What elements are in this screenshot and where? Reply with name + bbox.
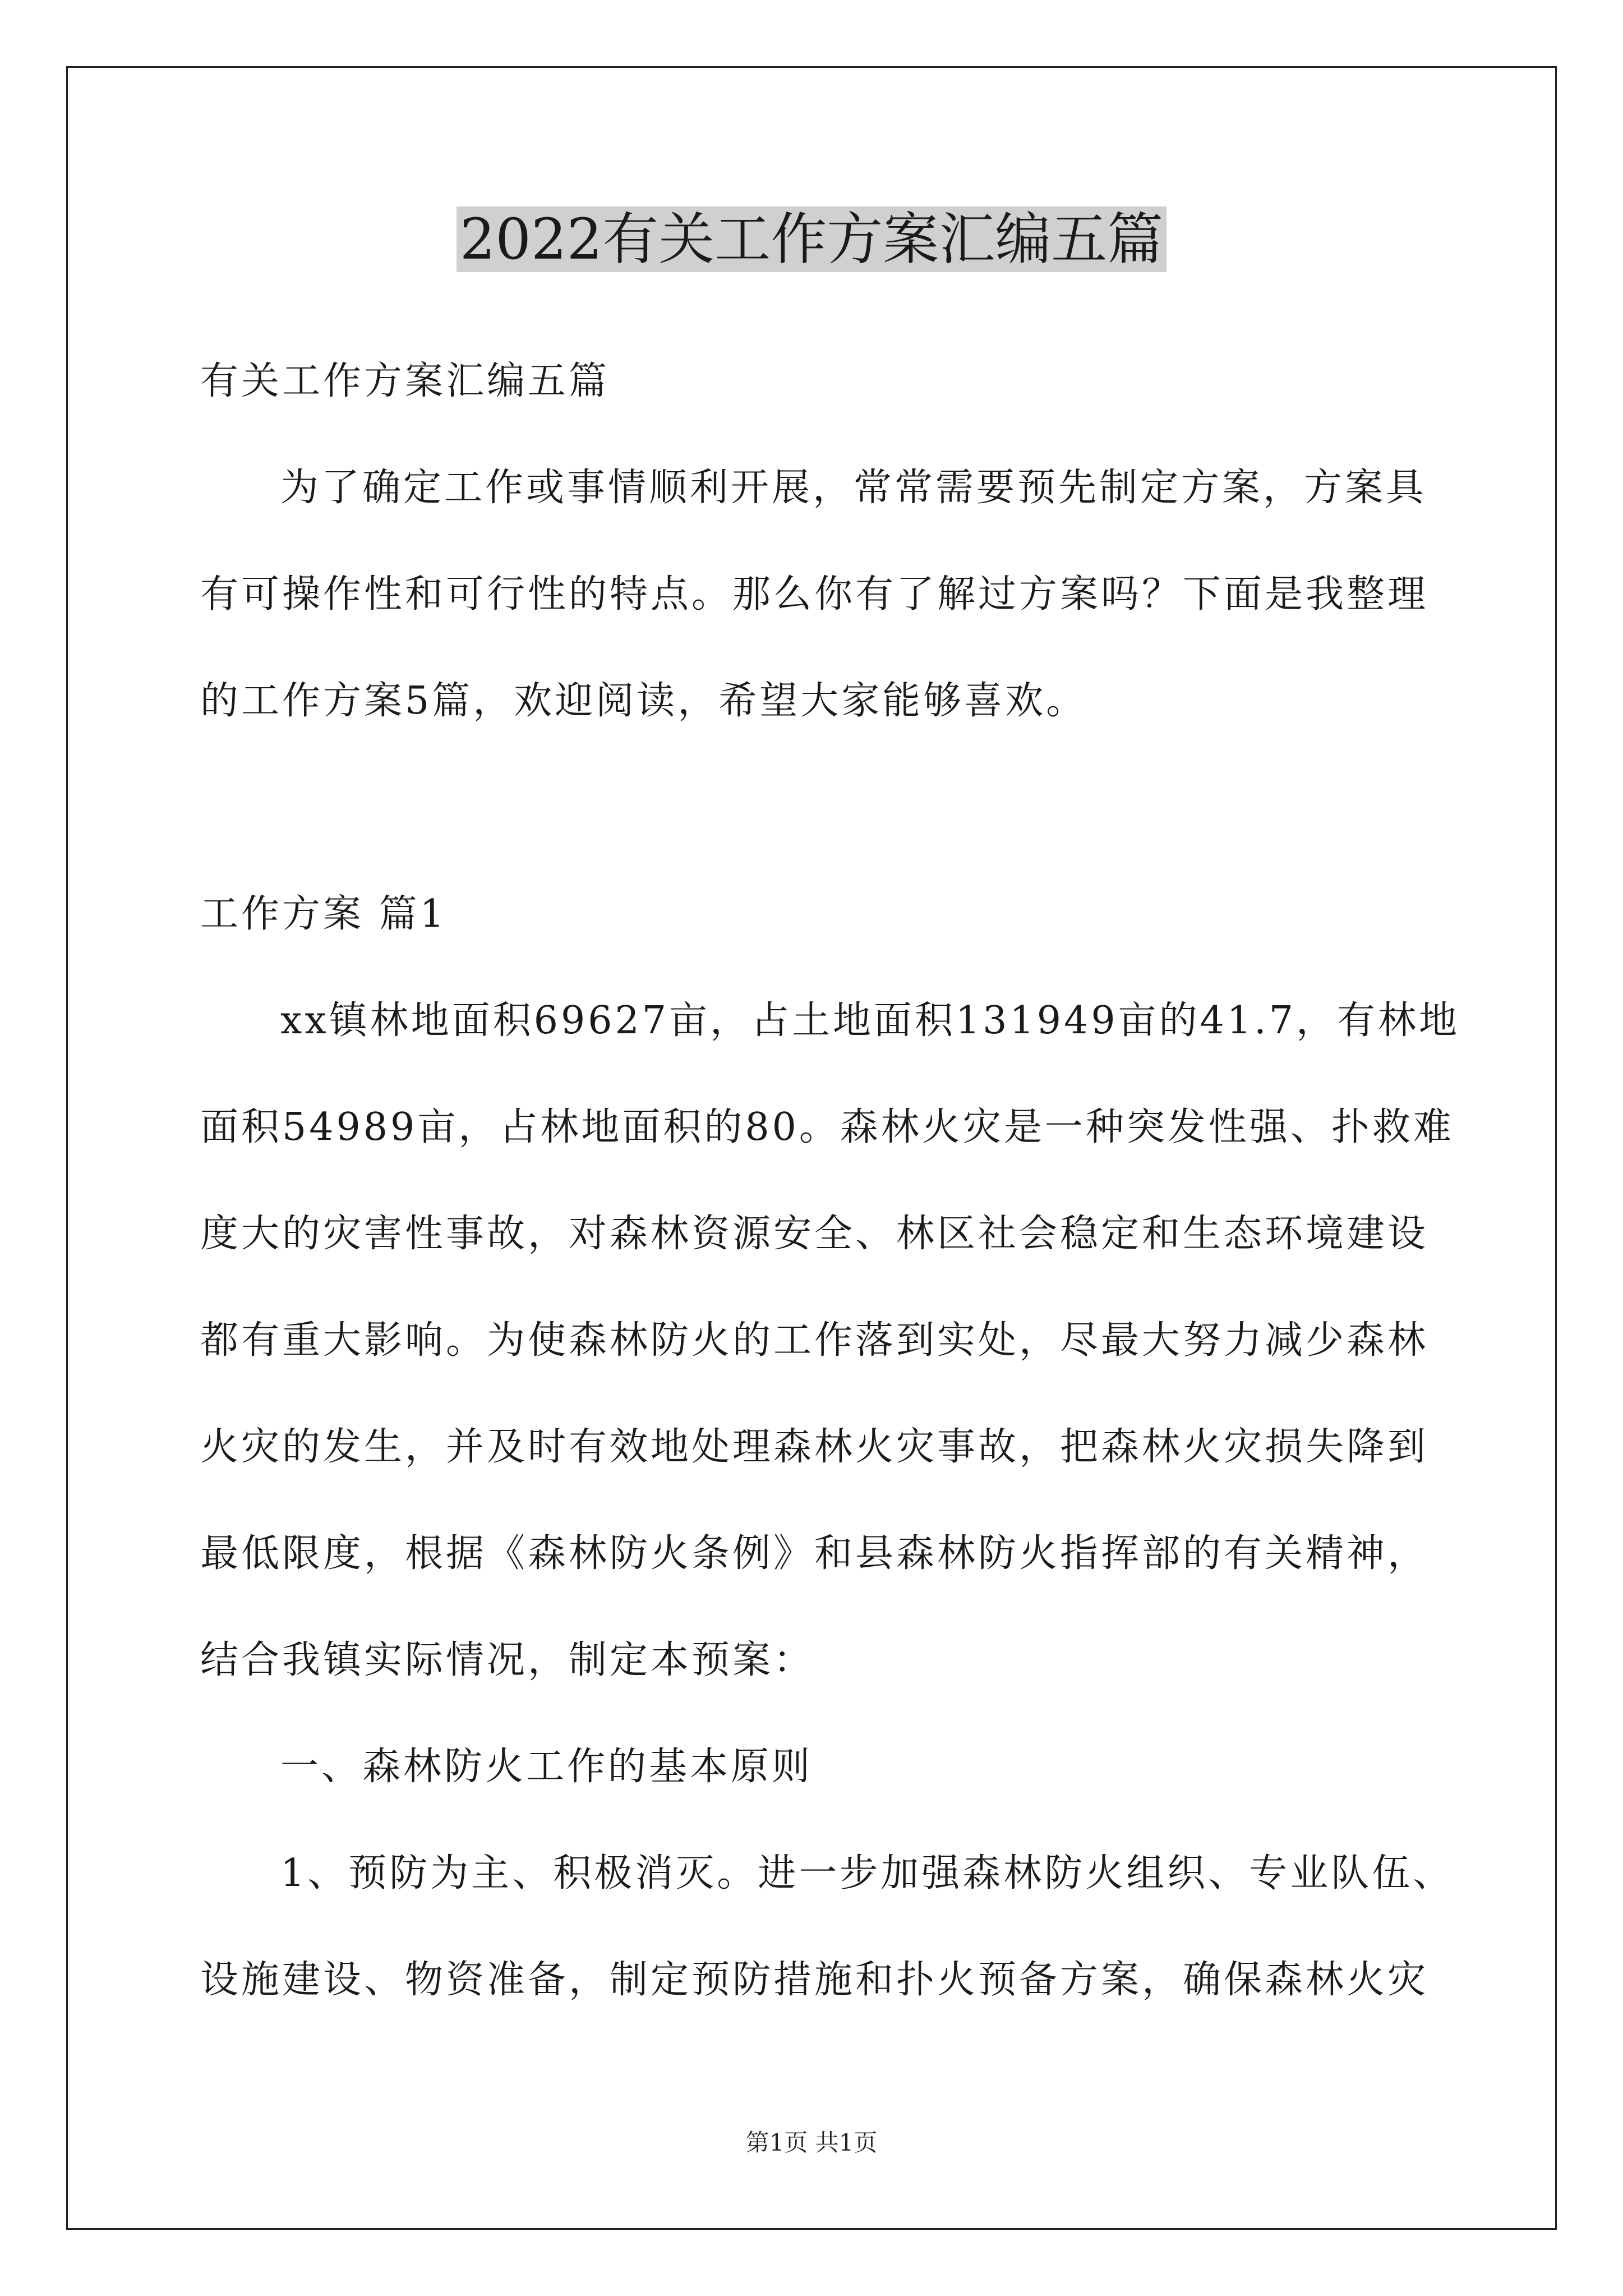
body-line: 都有重大影响。为使森林防火的工作落到实处，尽最大努力减少森林: [200, 1318, 1429, 1363]
intro-line: 的工作方案5篇，欢迎阅读，希望大家能够喜欢。: [200, 679, 1087, 723]
page-footer: 第1页 共1页: [745, 2129, 878, 2156]
document-title-text: 2022有关工作方案汇编五篇: [457, 206, 1167, 272]
body-line: 最低限度，根据《森林防火条例》和县森林防火指挥部的有关精神，: [200, 1531, 1429, 1576]
intro-line: 有可操作性和可行性的特点。那么你有了解过方案吗？下面是我整理: [200, 572, 1429, 616]
intro-line: 为了确定工作或事情顺利开展，常常需要预先制定方案，方案具: [280, 466, 1427, 510]
body-line: xx镇林地面积69627亩，占土地面积131949亩的41.7，有林地: [280, 999, 1460, 1043]
body-line: 面积54989亩，占林地面积的80。森林火灾是一种突发性强、扑救难: [200, 1105, 1454, 1149]
principle-line: 设施建设、物资准备，制定预防措施和扑火预备方案，确保森林火灾: [200, 1958, 1429, 2002]
subtitle: 有关工作方案汇编五篇: [200, 359, 610, 403]
body-line: 结合我镇实际情况，制定本预案：: [200, 1638, 815, 1682]
document-title: [0, 197, 1623, 282]
body-line: 度大的灾害性事故，对森林资源安全、林区社会稳定和生态环境建设: [200, 1212, 1429, 1256]
body-line: 火灾的发生，并及时有效地处理森林火灾事故，把森林火灾损失降到: [200, 1425, 1429, 1469]
principle-line: 1、预防为主、积极消灭。进一步加强森林防火组织、专业队伍、: [280, 1851, 1454, 1895]
section-heading: 工作方案 篇1: [200, 892, 447, 936]
principles-heading: 一、森林防火工作的基本原则: [280, 1745, 813, 1789]
